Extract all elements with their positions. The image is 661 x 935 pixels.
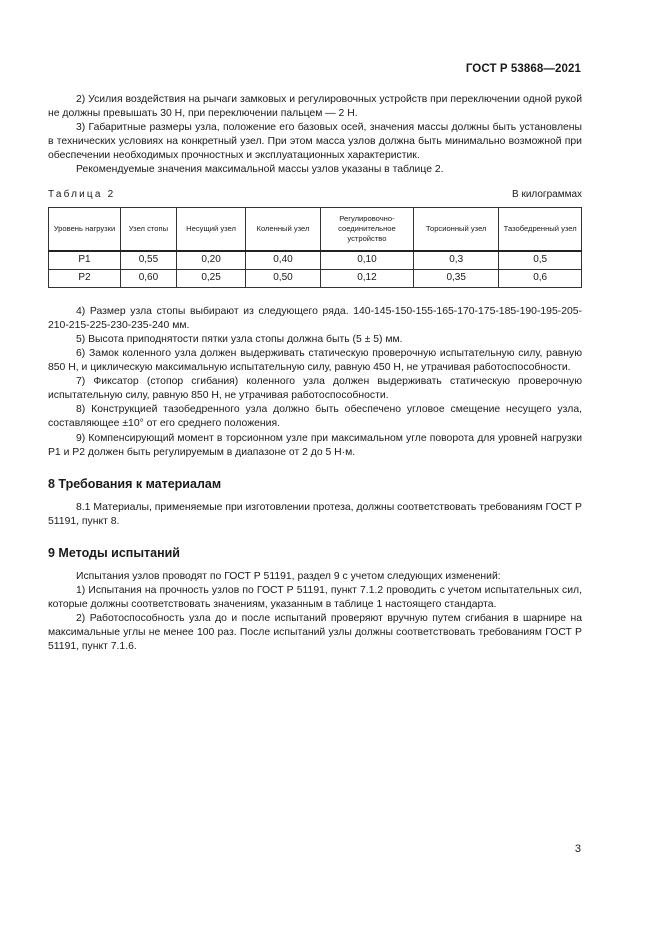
section-9-intro: Испытания узлов проводят по ГОСТ Р 51191, раздел 9 с учетом следующих изменений: [76, 570, 501, 582]
table-cell: 0,12 [320, 269, 413, 287]
table-caption: Таблица 2 [48, 188, 116, 200]
requirements-block [48, 305, 582, 460]
column-header: Торсионный узел [414, 207, 499, 251]
table-cell: 0,6 [499, 269, 582, 287]
column-header: Узел стопы [120, 207, 176, 251]
mass-table [48, 207, 582, 288]
table-cell: 0,3 [414, 251, 499, 270]
table-cell: 0,40 [246, 251, 321, 270]
paragraph-8: 8) Конструкцией тазобедренного узла должно быть обеспечено угловое смещение несущего узла, составляющее ±10° от его среднего положения. [48, 404, 582, 430]
table-cell: 0,60 [120, 269, 176, 287]
table-cell: 0,10 [320, 251, 413, 270]
table-cell: 0,35 [414, 269, 499, 287]
section-8-paragraph: 8.1 Материалы, применяемые при изготовлении протеза, должны соответствовать требованиям ГОСТ Р 51191, пункт 8. [48, 501, 582, 527]
paragraph-7: 7) Фиксатор (стопор сгибания) коленного узла должен выдерживать статическую проверочную испытательную силу, равную 850 Н, не утрачивая работоспособности. [48, 376, 582, 402]
table-row [49, 251, 582, 270]
section-9-title: 9 Методы испытаний [48, 545, 180, 560]
table-row [49, 269, 582, 287]
paragraph-2: 2) Усилия воздействия на рычаги замковых и регулировочных устройств при переключении одной рукой не должны превышать 30 Н, при переключении пальцем — 2 Н. [48, 94, 582, 120]
column-header: Уровень нагрузки [49, 207, 121, 251]
column-header: Регулировочно-соединительное устройство [320, 207, 413, 251]
table-reference-paragraph: Рекомендуемые значения максимальной массы узлов указаны в таблице 2. [76, 164, 444, 176]
table-cell: 0,20 [176, 251, 245, 270]
table-cell: 0,50 [246, 269, 321, 287]
table-units: В килограммах [512, 188, 582, 200]
intro-block [48, 93, 582, 178]
paragraph-3: 3) Габаритные размеры узла, положение его базовых осей, значения массы должны быть установлены в технических условиях на конкретный узел. При этом масса узлов должна быть минимально возможной при обеспечении необходимых прочностных и эксплуатационных характеристик. [48, 122, 582, 162]
paragraph-5: 5) Высота приподнятости пятки узла стопы должна быть (5 ± 5) мм. [76, 333, 403, 345]
section-9-item-2: 2) Работоспособность узла до и после испытаний проверяют вручную путем сгибания в шарнире на максимальные углы не менее 100 раз. После испытаний узлы должны соответствовать требованиям ГОСТ Р 51191, пункт 7.1.6. [48, 613, 582, 653]
table-cell: 0,5 [499, 251, 582, 270]
paragraph-9: 9) Компенсирующий момент в торсионном узле при максимальном угле поворота для уровней нагрузки Р1 и Р2 должен быть регулируемым в диапазоне от 2 до 5 Н·м. [48, 432, 582, 458]
page-number: 3 [574, 843, 581, 855]
document-header: ГОСТ Р 53868—2021 [465, 63, 581, 75]
column-header: Тазобедренный узел [499, 207, 582, 251]
section-8-title: 8 Требования к материалам [48, 476, 222, 491]
paragraph-6: 6) Замок коленного узла должен выдерживать статическую проверочную испытательную силу, равную 850 Н, и циклическую максимальную испытательную силу, равную 450 Н, не утрачивая работоспособности. [48, 347, 582, 374]
paragraph-4: 4) Размер узла стопы выбирают из следующего ряда. 140-145-150-155-165-170-175-185-190-195-205-210-215-225-230-235-240 мм. [48, 305, 582, 331]
column-header: Коленный узел [246, 207, 321, 251]
table-cell: 0,25 [176, 269, 245, 287]
column-header: Несущий узел [176, 207, 245, 251]
table-header-row [49, 207, 582, 251]
page-content [48, 93, 582, 654]
section-9-item-1: 1) Испытания на прочность узлов по ГОСТ Р 51191, пункт 7.1.2 проводить с учетом испытательных сил, которые должны соответствовать значениям, указанным в таблице 1 настоящего стандарта. [48, 584, 582, 611]
table-cell: Р1 [49, 251, 121, 270]
table-caption-row [48, 188, 582, 202]
table-cell: Р2 [49, 269, 121, 287]
table-cell: 0,55 [120, 251, 176, 270]
